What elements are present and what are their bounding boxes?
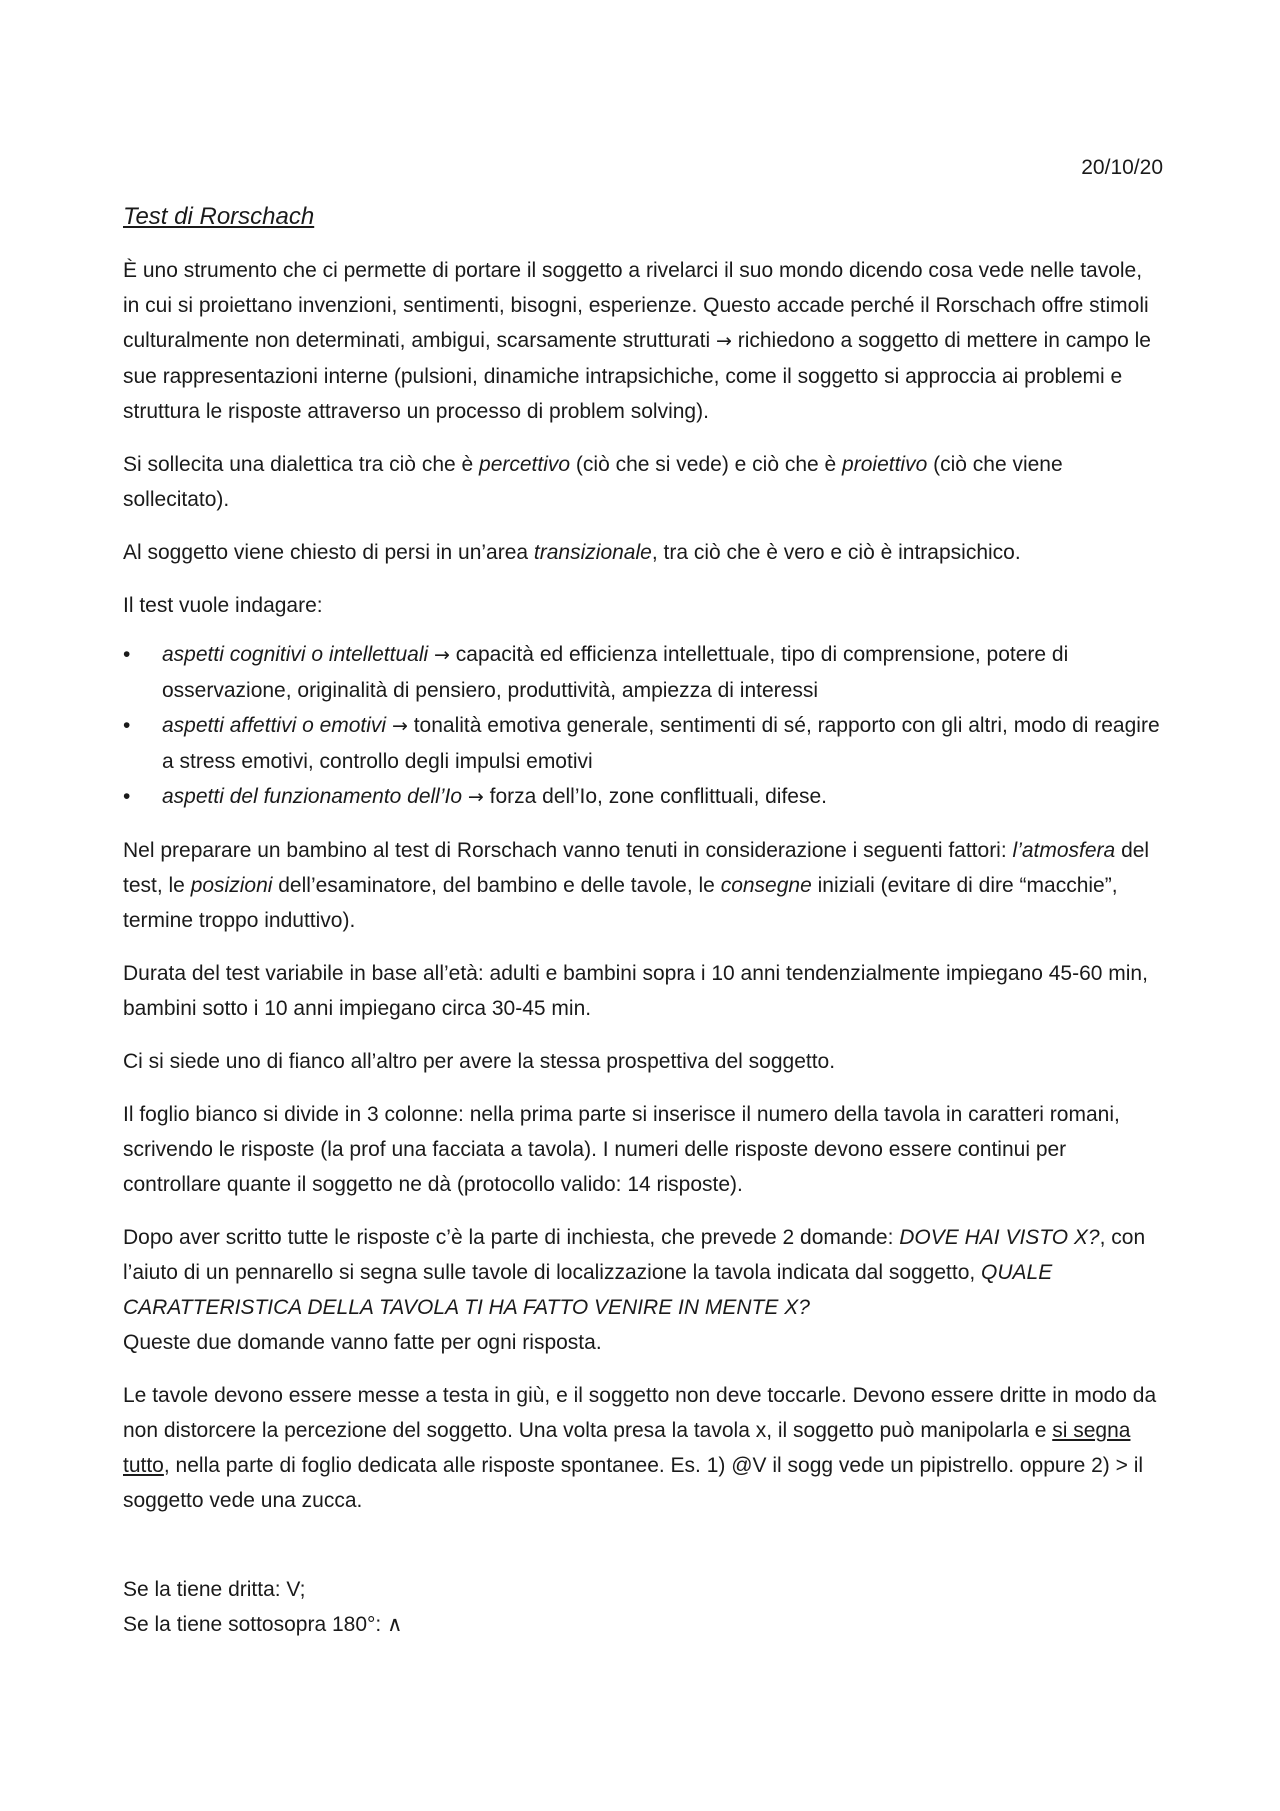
intro-text-continued: richiedono a soggetto di mettere in campo le sue rappresentazioni interne (pulsioni, dinamiche intrapsichiche, come il soggetto si approccia ai problemi e struttura le risposte attraverso un processo di problem solving). <box>123 329 1151 423</box>
list-item-text: capacità ed efficienza intellettuale, tipo di comprensione, potere di osservazione, originalità di pensiero, produttività, ampiezza di interessi <box>162 643 1069 702</box>
term-proiettivo: proiettivo <box>842 453 928 476</box>
text-segment: Al soggetto viene chiesto di persi in un’area <box>123 541 534 564</box>
list-item <box>123 779 1163 815</box>
list-intro: Il test vuole indagare: <box>123 594 323 617</box>
text-segment: , con l’aiuto di un pennarello si segna sulle tavole di localizzazione la tavola indicata dal soggetto, <box>123 1226 1146 1284</box>
sheet-paragraph: Il foglio bianco si divide in 3 colonne: nella prima parte si inserisce il numero della tavola in caratteri romani, scrivendo le risposte (la prof una facciata a tavola). I numeri delle risposte devono essere continui per controllare quante il soggetto ne dà (protocollo valido: 14 risposte). <box>123 1103 1120 1196</box>
text-segment: , nella parte di foglio dedicata alle risposte spontanee. Es. 1) @V il sogg vede un pipistrello. oppure 2) > il soggetto vede una zucca. <box>123 1454 1144 1512</box>
term-posizioni: posizioni <box>190 874 273 897</box>
list-item-term: aspetti cognitivi o intellettuali <box>162 643 429 666</box>
aspects-list <box>123 637 1163 815</box>
arrow-right-icon: → <box>391 715 408 737</box>
intro-paragraph <box>123 253 1163 429</box>
dialectic-paragraph <box>123 447 1163 517</box>
text-segment: Nel preparare un bambino al test di Rorschach vanno tenuti in considerazione i seguenti fattori: <box>123 839 1013 862</box>
transitional-paragraph <box>123 535 1163 570</box>
text-segment: (ciò che si vede) e ciò che è <box>570 453 843 476</box>
text-segment: dell’esaminatore, del bambino e delle tavole, le <box>272 874 721 897</box>
orientation-upside-down: Se la tiene sottosopra 180°: ∧ <box>123 1613 403 1636</box>
orientation-notes <box>123 1572 1163 1642</box>
orientation-upright: Se la tiene dritta: V; <box>123 1578 306 1601</box>
arrow-right-icon: → <box>715 330 732 352</box>
intro-text: È uno strumento che ci permette di portare il soggetto a rivelarci il suo mondo dicendo cosa vede nelle tavole, in cui si proiettano invenzioni, sentimenti, bisogni, esperienze. Questo accade perché il Rorschach offre stimoli culturalmente non determinati, ambigui, scarsamente strutturati <box>123 259 1149 352</box>
list-item-text: tonalità emotiva generale, sentimenti di sé, rapporto con gli altri, modo di reagire a stress emotivi, controllo degli impulsi emotivi <box>162 714 1160 773</box>
preparation-paragraph <box>123 833 1163 938</box>
text-segment: Dopo aver scritto tutte le risposte c’è la parte di inchiesta, che prevede 2 domande: <box>123 1226 900 1249</box>
term-percettivo: percettivo <box>479 453 571 476</box>
term-atmosfera: l’atmosfera <box>1012 839 1116 862</box>
page-title: Test di Rorschach <box>123 203 315 230</box>
arrow-right-icon: → <box>434 644 450 666</box>
text-segment: , tra ciò che è vero e ciò è intrapsichico. <box>651 541 1021 564</box>
arrow-right-icon: → <box>467 786 484 808</box>
text-segment: (ciò che viene sollecitato). <box>123 453 1063 511</box>
underlined-text: si segna tutto <box>123 1419 1131 1477</box>
document-page <box>123 150 1163 1660</box>
list-item-term: aspetti del funzionamento dell’Io <box>162 785 463 808</box>
list-item <box>123 637 1163 708</box>
text-segment: Si sollecita una dialettica tra ciò che è <box>123 453 480 476</box>
text-segment: Queste due domande vanno fatte per ogni risposta. <box>123 1331 602 1354</box>
list-item-text: forza dell’Io, zone conflittuali, difese. <box>489 785 827 808</box>
text-segment: del test, le <box>123 839 1150 897</box>
text-segment: iniziali (evitare di dire “macchie”, termine troppo induttivo). <box>123 874 1118 932</box>
bullet-icon: • <box>123 785 131 808</box>
date: 20/10/20 <box>1081 156 1163 179</box>
bullet-icon: • <box>123 714 131 737</box>
question-characteristic: QUALE CARATTERISTICA DELLA TAVOLA TI HA FATTO VENIRE IN MENTE X? <box>123 1261 1053 1319</box>
list-item <box>123 708 1163 779</box>
duration-paragraph: Durata del test variabile in base all’età: adulti e bambini sopra i 10 anni tendenzialmente impiegano 45-60 min, bambini sotto i 10 anni impiegano circa 30-45 min. <box>123 962 1148 1020</box>
term-consegne: consegne <box>720 874 812 897</box>
cards-paragraph <box>123 1378 1163 1518</box>
bullet-icon: • <box>123 643 131 666</box>
seating-paragraph: Ci si siede uno di fianco all’altro per avere la stessa prospettiva del soggetto. <box>123 1050 836 1073</box>
inquiry-paragraph <box>123 1220 1163 1360</box>
question-where: DOVE HAI VISTO X? <box>899 1226 1100 1249</box>
term-transizionale: transizionale <box>533 541 652 564</box>
text-segment: Le tavole devono essere messe a testa in giù, e il soggetto non deve toccarle. Devono essere dritte in modo da non distorcere la percezione del soggetto. Una volta presa la tavola x, il soggetto può manipolarla e <box>123 1384 1157 1442</box>
spacer <box>123 1536 1163 1572</box>
list-item-term: aspetti affettivi o emotivi <box>162 714 387 737</box>
